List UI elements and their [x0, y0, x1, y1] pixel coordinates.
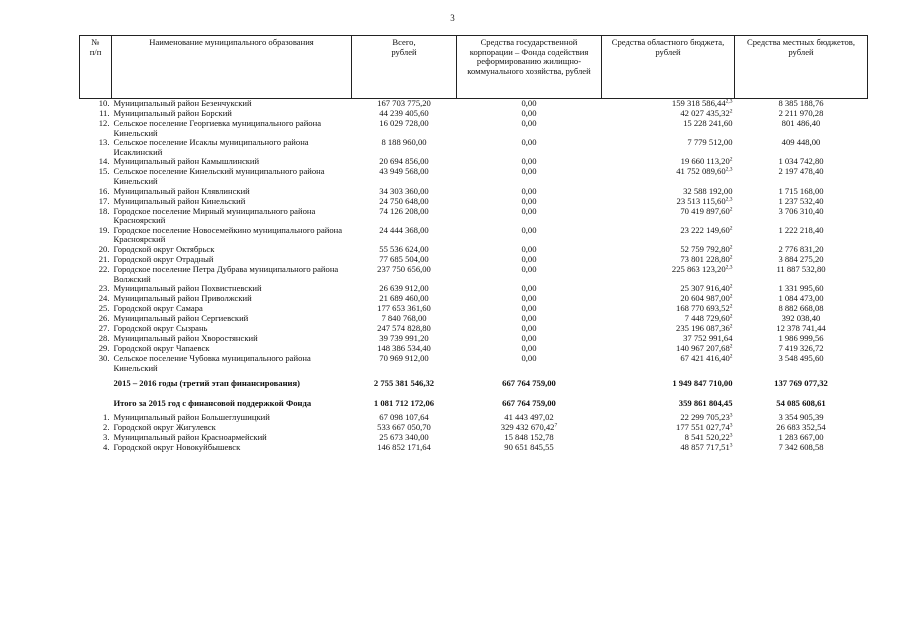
gk-fund-amount: 0,00	[521, 353, 537, 364]
total-amount: 34 303 360,00	[379, 185, 429, 196]
local-budget-amount: 1 034 742,80	[778, 156, 824, 167]
footnote-ref: 2	[729, 293, 733, 300]
row-number: 25.	[98, 303, 110, 314]
gk-fund-amount: 0,00	[521, 343, 537, 354]
oblast-budget-amount: 67 421 416,40$^2$	[680, 353, 733, 364]
table-header-row	[80, 36, 868, 99]
oblast-budget-amount: 20 604 987,00$^2$	[680, 293, 733, 304]
footnote-ref: 2,3	[725, 196, 733, 203]
municipality-name: Городское поселение Мирный муниципального района Красноярский	[113, 205, 316, 226]
oblast-budget-amount: 23 513 115,60$^{2,3}$	[676, 195, 733, 206]
footnote-ref: 2	[729, 343, 733, 350]
header-name: Наименование муниципального образования	[112, 36, 352, 99]
oblast-budget-amount: 32 588 192,00	[683, 185, 733, 196]
municipality-name: Городской округ Самара	[113, 303, 203, 314]
table-row	[80, 167, 868, 186]
table-row	[80, 138, 868, 157]
municipality-name: Сельское поселение Чубовка муниципального района Кинельский	[113, 353, 311, 373]
gk-fund-amount: 0,00	[521, 205, 537, 216]
footnote-ref: 2	[729, 353, 733, 360]
local-budget-amount: 2 211 970,28	[778, 108, 824, 118]
local-budget-amount: 3 884 275,20	[778, 253, 824, 264]
gk-fund-amount: 0,00	[521, 108, 537, 118]
local-budget-amount: 2 776 831,20	[778, 243, 824, 254]
row-number: 13.	[98, 137, 110, 148]
total-amount: 7 840 768,00	[381, 313, 427, 324]
oblast-budget-amount: 25 307 916,40$^2$	[680, 283, 733, 294]
oblast-budget-amount: 359 861 804,45	[678, 398, 733, 409]
municipality-name: Городское поселение Новосемейкино муниципального района Красноярский	[113, 224, 343, 245]
stage-total-row	[80, 373, 868, 393]
gk-fund-amount: 0,00	[521, 283, 537, 294]
row-number: 21.	[98, 253, 110, 264]
municipality-name: Муниципальный район Камышлинский	[113, 156, 260, 167]
row-number: 24.	[98, 293, 110, 304]
table-row	[80, 354, 868, 373]
total-amount: 67 098 107,64	[379, 412, 429, 423]
local-budget-amount: 2 197 478,40	[778, 166, 824, 177]
oblast-budget-amount: 23 222 149,60$^2$	[680, 224, 733, 235]
oblast-budget-amount: 7 779 512,00	[687, 137, 733, 148]
total-amount: 55 536 624,00	[379, 243, 429, 254]
gk-fund-amount: 0,00	[521, 253, 537, 264]
municipality-name: Муниципальный район Красноармейский	[113, 432, 267, 443]
municipality-name: Городской округ Отрадный	[113, 253, 214, 264]
local-budget-amount: 11 887 532,80	[776, 263, 826, 274]
total-amount: 247 574 828,80	[377, 323, 431, 334]
local-budget-amount: 8 385 188,76	[778, 98, 824, 108]
total-amount: 177 653 361,60	[377, 303, 431, 314]
gk-fund-amount: 0,00	[521, 137, 537, 148]
oblast-budget-amount: 168 770 693,52$^2$	[676, 303, 733, 314]
header-num: № п/п	[80, 36, 112, 99]
local-budget-amount: 1 084 473,00	[778, 293, 824, 304]
row-number: 17.	[98, 195, 110, 206]
gk-fund-amount: 0,00	[521, 166, 537, 177]
footnote-ref: 2	[729, 303, 733, 310]
oblast-budget-amount: 177 551 027,74$^3$	[676, 422, 733, 433]
footnote-ref: 2	[729, 108, 733, 115]
municipality-name: Муниципальный район Приволжский	[113, 293, 252, 304]
oblast-budget-amount: 70 419 897,60$^2$	[680, 205, 733, 216]
local-budget-amount: 137 769 077,32	[774, 378, 828, 389]
footnote-ref: 2	[729, 323, 733, 330]
gk-fund-amount: 329 432 670,42$^7$	[500, 422, 558, 433]
local-budget-amount: 7 342 608,58	[778, 442, 824, 453]
oblast-budget-amount: 73 801 228,80$^2$	[680, 253, 733, 264]
total-amount: 1 081 712 172,06	[373, 398, 435, 409]
footnote-ref: 3	[729, 432, 733, 439]
header-oblast-budget: Средства областного бюджета, рублей	[602, 36, 735, 99]
municipality-name: Муниципальный район Большеглушицкий	[113, 412, 270, 423]
table-row	[80, 207, 868, 226]
local-budget-amount: 3 548 495,60	[778, 353, 824, 364]
gk-fund-amount: 0,00	[521, 303, 537, 314]
total-amount: 24 750 648,00	[379, 195, 429, 206]
municipality-name: Муниципальный район Кинельский	[113, 195, 246, 206]
municipality-name: Городской округ Новокуйбышевск	[113, 442, 241, 453]
footnote-ref: 2	[729, 313, 733, 320]
row-number: 4.	[103, 442, 110, 453]
local-budget-amount: 3 706 310,40	[778, 205, 824, 216]
gk-fund-amount: 0,00	[521, 333, 537, 344]
gk-fund-amount: 0,00	[521, 224, 537, 235]
total-label: 2015 – 2016 годы (третий этап финансирования)	[113, 378, 301, 389]
oblast-budget-amount: 52 759 792,80$^2$	[680, 243, 733, 254]
footnote-ref: 2	[729, 206, 733, 213]
total-amount: 77 685 504,00	[379, 253, 429, 264]
total-amount: 44 239 405,60	[379, 108, 429, 118]
total-amount: 146 852 171,64	[377, 442, 431, 453]
municipality-name: Городской округ Жигулевск	[113, 422, 216, 433]
gk-fund-amount: 0,00	[521, 98, 537, 108]
local-budget-amount: 801 486,40	[781, 118, 821, 128]
local-budget-amount: 3 354 905,39	[778, 412, 824, 423]
row-number: 18.	[98, 205, 110, 216]
total-label: Итого за 2015 год с финансовой поддержкой Фонда	[113, 398, 312, 409]
footnote-ref: 2,3	[725, 98, 733, 105]
municipality-name: Муниципальный район Клявлинский	[113, 185, 250, 196]
row-number: 2.	[103, 422, 110, 433]
local-budget-amount: 54 085 608,61	[776, 398, 826, 409]
header-total: Всего, рублей	[352, 36, 457, 99]
row-number: 27.	[98, 323, 110, 334]
row-number: 19.	[98, 224, 110, 235]
total-amount: 21 689 460,00	[379, 293, 429, 304]
total-amount: 39 739 991,20	[379, 333, 429, 344]
gk-fund-amount: 0,00	[521, 323, 537, 334]
row-number: 29.	[98, 343, 110, 354]
row-number: 23.	[98, 283, 110, 294]
oblast-budget-amount: 48 857 717,51$^3$	[680, 442, 733, 453]
oblast-budget-amount: 1 949 847 710,00	[672, 378, 733, 389]
municipality-name: Городской округ Чапаевск	[113, 343, 210, 354]
total-amount: 237 750 656,00	[377, 263, 431, 274]
total-amount: 43 949 568,00	[379, 166, 429, 177]
local-budget-amount: 1 331 995,60	[778, 283, 824, 294]
oblast-budget-amount: 8 541 520,22$^3$	[684, 432, 733, 443]
total-amount: 70 969 912,00	[379, 353, 429, 364]
row-number: 28.	[98, 333, 110, 344]
oblast-budget-amount: 42 027 435,32$^2$	[680, 108, 733, 118]
local-budget-amount: 7 419 326,72	[778, 343, 824, 354]
header-local-budget: Средства местных бюджетов, рублей	[735, 36, 868, 99]
page-number: 3	[450, 13, 455, 23]
row-number: 1.	[103, 412, 110, 423]
total-amount: 74 126 208,00	[379, 205, 429, 216]
total-amount: 24 444 368,00	[379, 224, 429, 235]
municipality-name: Муниципальный район Сергиевский	[113, 313, 249, 324]
municipality-name: Городской округ Сызрань	[113, 323, 208, 334]
local-budget-amount: 409 448,00	[781, 137, 821, 148]
footnote-ref: 3	[729, 422, 733, 429]
header-gk-fund: Средства государственной корпорации – Фонда содействия реформированию жилищно-коммунального хозяйства, рублей	[457, 36, 602, 99]
row-number: 15.	[98, 166, 110, 177]
gk-fund-amount: 667 764 759,00	[502, 378, 556, 389]
local-budget-amount: 12 378 741,44	[776, 323, 826, 334]
gk-fund-amount: 0,00	[521, 156, 537, 167]
year-total-row	[80, 393, 868, 413]
footnote-ref: 2	[729, 244, 733, 251]
oblast-budget-amount: 19 660 113,20$^2$	[680, 156, 733, 167]
municipality-name: Сельское поселение Кинельский муниципального района Кинельский	[113, 166, 325, 186]
footnote-ref: 7	[554, 422, 558, 429]
municipality-name: Муниципальный район Хворостянский	[113, 333, 258, 344]
oblast-budget-amount: 235 196 087,36$^2$	[676, 323, 733, 334]
gk-fund-amount: 15 848 152,78	[504, 432, 554, 443]
oblast-budget-amount: 159 318 586,44$^{2,3}$	[671, 98, 733, 108]
gk-fund-amount: 0,00	[521, 263, 537, 274]
municipality-name: Сельское поселение Георгиевка муниципального района Кинельский	[113, 118, 322, 138]
footnote-ref: 2	[729, 283, 733, 290]
table-row	[80, 443, 868, 453]
local-budget-amount: 1 986 999,56	[778, 333, 824, 344]
municipality-name: Сельское поселение Исаклы муниципального района Исаклинский	[113, 137, 309, 157]
municipality-name: Муниципальный район Похвистневский	[113, 283, 262, 294]
financing-table	[79, 35, 868, 453]
gk-fund-amount: 0,00	[521, 195, 537, 206]
empty-cell	[80, 393, 112, 413]
row-number: 11.	[99, 108, 110, 118]
gk-fund-amount: 0,00	[521, 243, 537, 254]
table-body	[80, 99, 868, 454]
gk-fund-amount: 90 651 845,55	[504, 442, 554, 453]
row-number: 26.	[98, 313, 110, 324]
gk-fund-amount: 41 443 497,02	[504, 412, 554, 423]
table-row	[80, 226, 868, 245]
row-number: 10.	[98, 98, 110, 108]
table-row	[80, 265, 868, 284]
footnote-ref: 2,3	[725, 264, 733, 271]
row-number: 30.	[98, 353, 110, 364]
local-budget-amount: 392 038,40	[781, 313, 821, 324]
local-budget-amount: 1 715 168,00	[778, 185, 824, 196]
footnote-ref: 2,3	[725, 166, 733, 173]
gk-fund-amount: 0,00	[521, 118, 537, 128]
oblast-budget-amount: 225 863 123,20$^{2,3}$	[671, 263, 733, 274]
row-number: 3.	[103, 432, 110, 443]
local-budget-amount: 1 237 532,40	[778, 195, 824, 206]
row-number: 20.	[98, 243, 110, 254]
total-amount: 8 188 960,00	[381, 137, 427, 148]
row-number: 14.	[98, 156, 110, 167]
footnote-ref: 3	[729, 412, 733, 419]
local-budget-amount: 1 222 218,40	[778, 224, 824, 235]
total-amount: 148 386 534,40	[377, 343, 431, 354]
oblast-budget-amount: 22 299 705,23$^3$	[680, 412, 733, 423]
total-amount: 16 029 728,00	[379, 118, 429, 128]
gk-fund-amount: 0,00	[521, 293, 537, 304]
empty-cell	[80, 373, 112, 393]
row-number: 12.	[98, 118, 110, 128]
footnote-ref: 2	[729, 156, 733, 163]
total-amount: 26 639 912,00	[379, 283, 429, 294]
total-amount: 20 694 856,00	[379, 156, 429, 167]
gk-fund-amount: 0,00	[521, 313, 537, 324]
local-budget-amount: 26 683 352,54	[776, 422, 826, 433]
row-number: 22.	[98, 263, 110, 274]
table-row	[80, 119, 868, 138]
total-amount: 533 667 050,70	[377, 422, 431, 433]
total-amount: 2 755 381 546,32	[373, 378, 435, 389]
footnote-ref: 2	[729, 225, 733, 232]
municipality-name: Городское поселение Петра Дубрава муниципального района Волжский	[113, 263, 339, 284]
municipality-name: Муниципальный район Безенчукский	[113, 98, 252, 108]
row-number: 16.	[98, 185, 110, 196]
local-budget-amount: 8 882 668,08	[778, 303, 824, 314]
municipality-name: Муниципальный район Борский	[113, 108, 232, 118]
oblast-budget-amount: 7 448 729,60$^2$	[684, 313, 733, 324]
footnote-ref: 2	[729, 254, 733, 261]
gk-fund-amount: 0,00	[521, 185, 537, 196]
total-amount: 167 703 775,20	[377, 98, 431, 108]
oblast-budget-amount: 140 967 207,68$^2$	[676, 343, 733, 354]
local-budget-amount: 1 283 667,00	[778, 432, 824, 443]
oblast-budget-amount: 41 752 089,60$^{2,3}$	[676, 166, 733, 177]
gk-fund-amount: 667 764 759,00	[502, 398, 556, 409]
oblast-budget-amount: 37 752 991,64	[683, 333, 733, 344]
oblast-budget-amount: 15 228 241,60	[683, 118, 733, 128]
municipality-name: Городской округ Октябрьск	[113, 243, 215, 254]
footnote-ref: 3	[729, 442, 733, 449]
total-amount: 25 673 340,00	[379, 432, 429, 443]
